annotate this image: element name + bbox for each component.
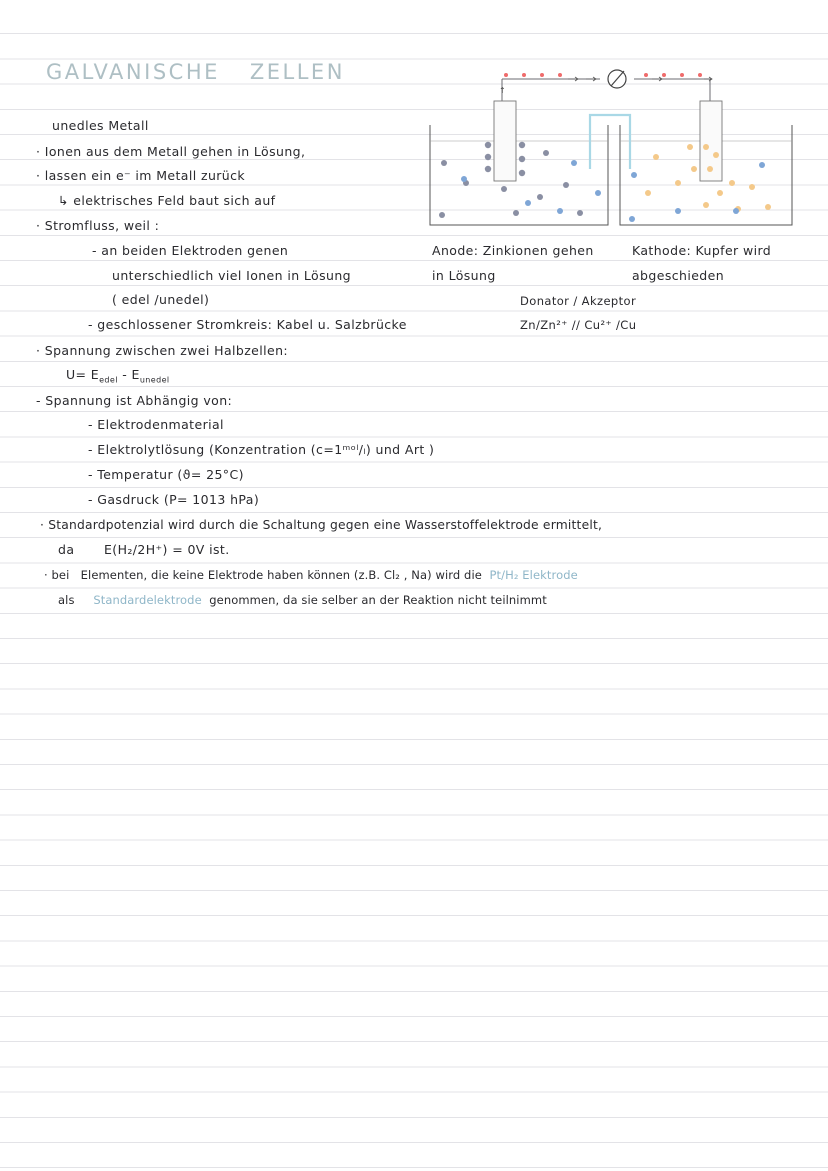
note-line: - Gasdruck (P= 1013 hPa) <box>88 492 260 507</box>
highlight-text: Pt/H₂ Elektrode <box>489 568 578 582</box>
note-line: ( edel /unedel) <box>112 292 210 307</box>
note-line: · Ionen aus dem Metall gehen in Lösung, <box>36 144 306 159</box>
note-line: - Spannung ist Abhängig von: <box>36 393 233 408</box>
note-line: · Spannung zwischen zwei Halbzellen: <box>36 343 289 358</box>
note-line: · lassen ein e⁻ im Metall zurück <box>36 168 246 183</box>
note-line: unterschiedlich viel Ionen in Lösung <box>112 268 351 283</box>
note-line: - an beiden Elektroden genen <box>92 243 289 258</box>
wire <box>502 79 710 103</box>
note-line: E(H₂/2H⁺) = 0V ist. <box>104 542 230 557</box>
galvanic-cell-diagram <box>420 65 800 230</box>
voltmeter-icon <box>608 70 626 88</box>
note-line: als Standardelektrode genommen, da sie selber an der Reaktion nicht teilnimmt <box>58 593 547 607</box>
note-line: - Elektrodenmaterial <box>88 417 224 432</box>
note-line: - Elektrolytlösung (Konzentration (c=1ᵐᵒˡ/ₗ) und Art ) <box>88 442 435 457</box>
kathode-label: Kathode: Kupfer wird <box>632 243 772 258</box>
formula-voltage: $U= E_{edel} - E_{unedel}$ <box>66 367 170 385</box>
page-title: GALVANISCHE ZELLEN <box>46 60 345 84</box>
note-line: · Standardpotenzial wird durch die Schaltung gegen eine Wasserstoffelektrode ermittelt, <box>40 518 603 532</box>
halfcell-notation: Zn/Zn²⁺ // Cu²⁺ /Cu <box>520 318 637 332</box>
anode-label: Anode: Zinkionen gehen <box>432 243 594 258</box>
note-line: - geschlossener Stromkreis: Kabel u. Salzbrücke <box>88 317 407 332</box>
note-line: - Temperatur (ϑ= 25°C) <box>88 467 244 482</box>
sulfate-ions <box>461 160 601 214</box>
note-line: da <box>58 542 75 557</box>
zinc-electrode <box>494 101 516 181</box>
kathode-label-2: abgeschieden <box>632 268 725 283</box>
note-line: · Stromfluss, weil : <box>36 218 160 233</box>
arrow-icon: ↑ <box>499 86 506 95</box>
electron-flow <box>504 73 702 77</box>
salt-bridge <box>590 115 630 169</box>
highlight-text: Standardelektrode <box>93 593 202 607</box>
note-line: · bei Elementen, die keine Elektrode haben können (z.B. Cl₂ , Na) wird die Pt/H₂ Elektrode <box>44 568 578 582</box>
beaker-left <box>430 125 608 225</box>
donator-label: Donator / Akzeptor <box>520 294 637 308</box>
anode-label-2: in Lösung <box>432 268 496 283</box>
note-line: ↳ elektrisches Feld baut sich auf <box>58 193 276 208</box>
note-line: unedles Metall <box>52 118 149 133</box>
